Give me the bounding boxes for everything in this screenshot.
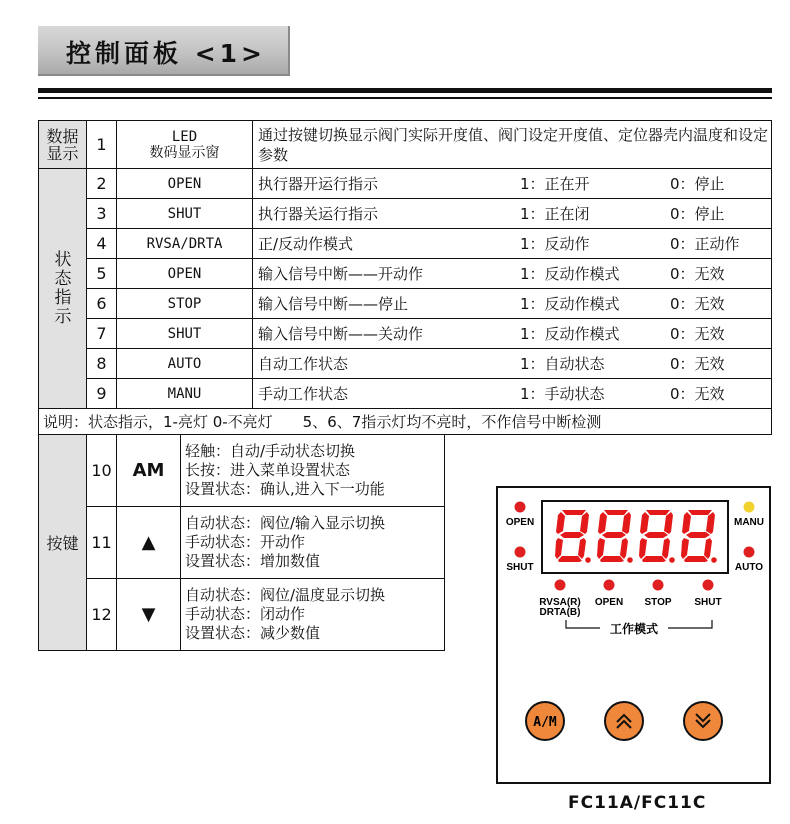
key-symbol: ▼ [117, 579, 181, 651]
indicator-description: 输入信号中断——开动作 1：反动作模式 0：无效 [253, 259, 772, 289]
indicator-description: 输入信号中断——停止 1：反动作模式 0：无效 [253, 289, 772, 319]
row-number: 4 [87, 229, 117, 259]
drta-label: DRTA(B) [539, 607, 581, 618]
row-number: 3 [87, 199, 117, 229]
led-description: 通过按键切换显示阀门实际开度值、阀门设定开度值、定位器壳内温度和设定参数 [253, 121, 772, 169]
table-row [39, 289, 772, 319]
table-row [39, 229, 772, 259]
indicator-code: SHUT [117, 199, 253, 229]
open-led [515, 502, 526, 513]
indicator-description: 手动工作状态 1：手动状态 0：无效 [253, 379, 772, 409]
row-number: 12 [87, 579, 117, 651]
indicator-description: 执行器关运行指示 1：正在闭 0：停止 [253, 199, 772, 229]
up-button[interactable] [605, 702, 643, 740]
row-number: 6 [87, 289, 117, 319]
page-title: 控制面板 <1> [66, 39, 266, 68]
shut-led-label: SHUT [506, 562, 534, 573]
led-name-line2: 数码显示窗 [149, 144, 220, 161]
manu-led [744, 502, 755, 513]
row-number: 8 [87, 349, 117, 379]
indicator-code: RVSA/DRTA [117, 229, 253, 259]
key-description: 自动状态：阀位/温度显示切换 手动状态：闭动作 设置状态：减少数值 [181, 579, 445, 651]
table-row [39, 349, 772, 379]
indicator-table [38, 120, 772, 435]
key-description: 自动状态：阀位/输入显示切换 手动状态：开动作 设置状态：增加数值 [181, 507, 445, 579]
category-data-display: 数据显示 [39, 121, 87, 169]
row-number: 10 [87, 435, 117, 507]
am-button[interactable] [526, 702, 564, 740]
manu-led-label: MANU [734, 517, 764, 528]
indicator-code: AUTO [117, 349, 253, 379]
category-status-indicator: 状态指示 [39, 169, 87, 409]
key-description: 轻触：自动/手动状态切换 长按：进入菜单设置状态 设置状态：确认,进入下一功能 [181, 435, 445, 507]
down-button[interactable] [684, 702, 722, 740]
led-digits [555, 510, 717, 563]
indicator-description: 输入信号中断——关动作 1：反动作模式 0：无效 [253, 319, 772, 349]
table-row [39, 379, 772, 409]
led-name-cell [117, 121, 253, 169]
mode-stop-led [653, 580, 664, 591]
row-number: 5 [87, 259, 117, 289]
title-rule-thick [38, 88, 772, 93]
auto-led [744, 547, 755, 558]
note-row [39, 409, 772, 435]
title-rule-thin [38, 97, 772, 99]
table-note: 说明：状态指示，1-亮灯 0-不亮灯 5、6、7指示灯均不亮时，不作信号中断检测 [39, 409, 772, 435]
indicator-code: OPEN [117, 169, 253, 199]
mode-shut-label: SHUT [694, 597, 722, 608]
table-row [39, 169, 772, 199]
mode-shut-led [703, 580, 714, 591]
rvsa-label: RVSA(R) [539, 597, 581, 608]
row-number: 7 [87, 319, 117, 349]
row-number: 11 [87, 507, 117, 579]
row-number: 1 [87, 121, 117, 169]
indicator-code: SHUT [117, 319, 253, 349]
model-number: FC11A/FC11C [568, 793, 707, 813]
indicator-description: 执行器开运行指示 1：正在开 0：停止 [253, 169, 772, 199]
key-symbol: AM [117, 435, 181, 507]
indicator-description: 正/反动作模式 1：反动作 0：正动作 [253, 229, 772, 259]
indicator-description: 自动工作状态 1：自动状态 0：无效 [253, 349, 772, 379]
svg-text:A/M: A/M [533, 715, 557, 730]
auto-led-label: AUTO [734, 562, 764, 573]
rvsa-led [555, 580, 566, 591]
table-row [39, 199, 772, 229]
led-row [39, 121, 772, 169]
control-panel [496, 486, 771, 784]
row-number: 2 [87, 169, 117, 199]
category-keys: 按键 [39, 435, 87, 651]
row-number: 9 [87, 379, 117, 409]
table-row [39, 319, 772, 349]
table-row [39, 259, 772, 289]
indicator-code: STOP [117, 289, 253, 319]
open-led-label: OPEN [505, 517, 535, 528]
mode-open-label: OPEN [594, 597, 624, 608]
led-name-line1: LED [171, 128, 198, 145]
shut-led [515, 547, 526, 558]
table-row [39, 435, 445, 507]
mode-open-led [604, 580, 615, 591]
mode-stop-label: STOP [644, 597, 672, 608]
table-row [39, 507, 445, 579]
key-table [38, 434, 445, 651]
title-banner [38, 26, 290, 76]
indicator-code: MANU [117, 379, 253, 409]
table-row [39, 579, 445, 651]
indicator-code: OPEN [117, 259, 253, 289]
mode-label: 工作模式 [609, 622, 659, 636]
key-symbol: ▲ [117, 507, 181, 579]
control-panel-drawing [498, 488, 769, 782]
